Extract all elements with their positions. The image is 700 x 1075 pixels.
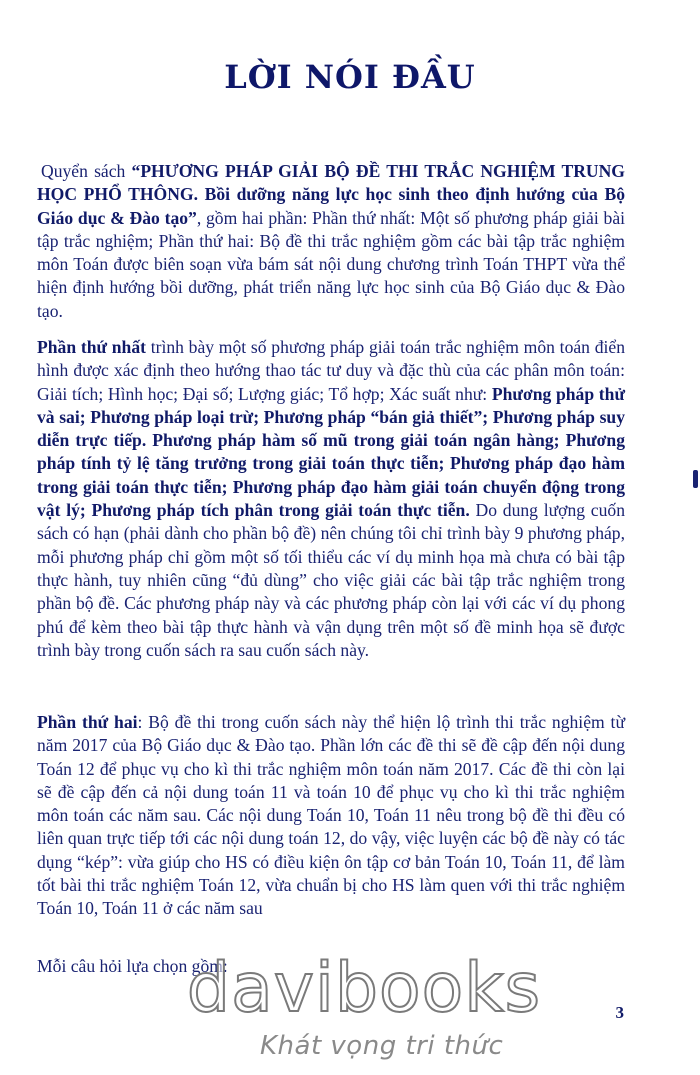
paragraph-part-one (37, 336, 625, 662)
paragraph-intro (37, 160, 625, 323)
page-number: 3 (615, 1003, 624, 1022)
part-two-text: : Bộ đề thi trong cuốn sách này thể hiện lộ trình thi trắc nghiệm từ năm 2017 của Bộ Giáo dục & Đào tạo. Phần lớn các đề thi sẽ đề cập đến nội dung Toán 12 để phục vụ cho kì thi trắc nghiệm môn toán năm 2017. Các đề thi còn lại sẽ đề cập đến cả nội dung toán 11 và toán 10 để phục vụ cho kì thi trắc nghiệm môn toán các năm sau. Các nội dung Toán 10, Toán 11 nêu trong bộ đề thi đều có liên quan trực tiếp tới các nội dung toán 12, do vậy, việc luyện các bộ đề này có tác dụng “kép”: vừa giúp cho HS có điều kiện ôn tập cơ bản Toán 10, Toán 11, để làm tốt bài thi trắc nghiệm Toán 12, vừa chuẩn bị cho HS làm quen với thi trắc nghiệm Toán 10, Toán 11 ở các năm sau (37, 712, 625, 919)
paragraph-part-two (37, 711, 625, 921)
intro-rest: , gồm hai phần: Phần thứ nhất: Một số phương pháp giải bài tập trắc nghiệm; Phần thứ hai: Bộ đề thi trắc nghiệm gồm các bài tập trắc nghiệm môn Toán được biên soạn vừa bám sát nội dung chương trình Toán THPT vừa thể hiện định hướng bồi dưỡng, phát triển năng lực học sinh của Bộ Giáo dục & Đào tạo. (37, 207, 626, 321)
part-one-text-2: Do dung lượng cuốn sách có hạn (phải dành cho phần bộ đề) nên chúng tôi chỉ trình bày 9 phương pháp, mỗi phương pháp chỉ gồm một số tối thiểu các ví dụ minh họa mà chưa có bài tập thực hành, tuy nhiên cũng “đủ dùng” cho việc giải các bài tập trắc nghiệm trong phần bộ đề. Các phương pháp này và các phương pháp còn lại với các ví dụ phong phú để kèm theo bài tập thực hành và vận dụng trên một số đề minh họa sẽ được trình bày trong cuốn sách ra sau cuốn sách này. (37, 500, 626, 660)
page-title: LỜI NÓI ĐẦU (224, 58, 476, 96)
page-edge-mark (693, 470, 698, 488)
book-title-bold: “PHƯƠNG PHÁP GIẢI BỘ ĐỀ THI TRẮC NGHIỆM TRUNG HỌC PHỔ THÔNG. Bồi dưỡng năng lực học sinh theo định hướng của Bộ Giáo dục & Đào tạo” (37, 161, 625, 228)
watermark-slogan: Khát vọng tri thức (260, 1031, 504, 1061)
watermark-brand: davibooks (186, 949, 542, 1028)
part-two-label: Phần thứ hai (37, 712, 138, 732)
part-one-label: Phần thứ nhất (37, 337, 146, 357)
intro-lead: Quyển sách (41, 161, 132, 181)
question-intro-text: Mỗi câu hỏi lựa chọn gồm: (37, 956, 228, 976)
part-one-methods: Phương pháp thử và sai; Phương pháp loại trừ; Phương pháp “bán giả thiết”; Phương pháp suy diễn trực tiếp. Phương pháp hàm số mũ trong giải toán ngân hàng; Phương pháp tính tỷ lệ tăng trưởng trong giải toán thực tiễn; Phương pháp đạo hàm trong giải toán thực tiễn; Phương pháp đạo hàm giải toán chuyển động trong vật lý; Phương pháp tích phân trong giải toán thực tiễn. (37, 383, 625, 521)
part-one-text-1: trình bày một số phương pháp giải toán trắc nghiệm môn toán điển hình được xác định theo hướng thao tác tư duy và đặc thù của các phân môn toán: Giải tích; Hình học; Đại số; Lượng giác; Tổ hợp; Xác suất như: (37, 337, 625, 404)
